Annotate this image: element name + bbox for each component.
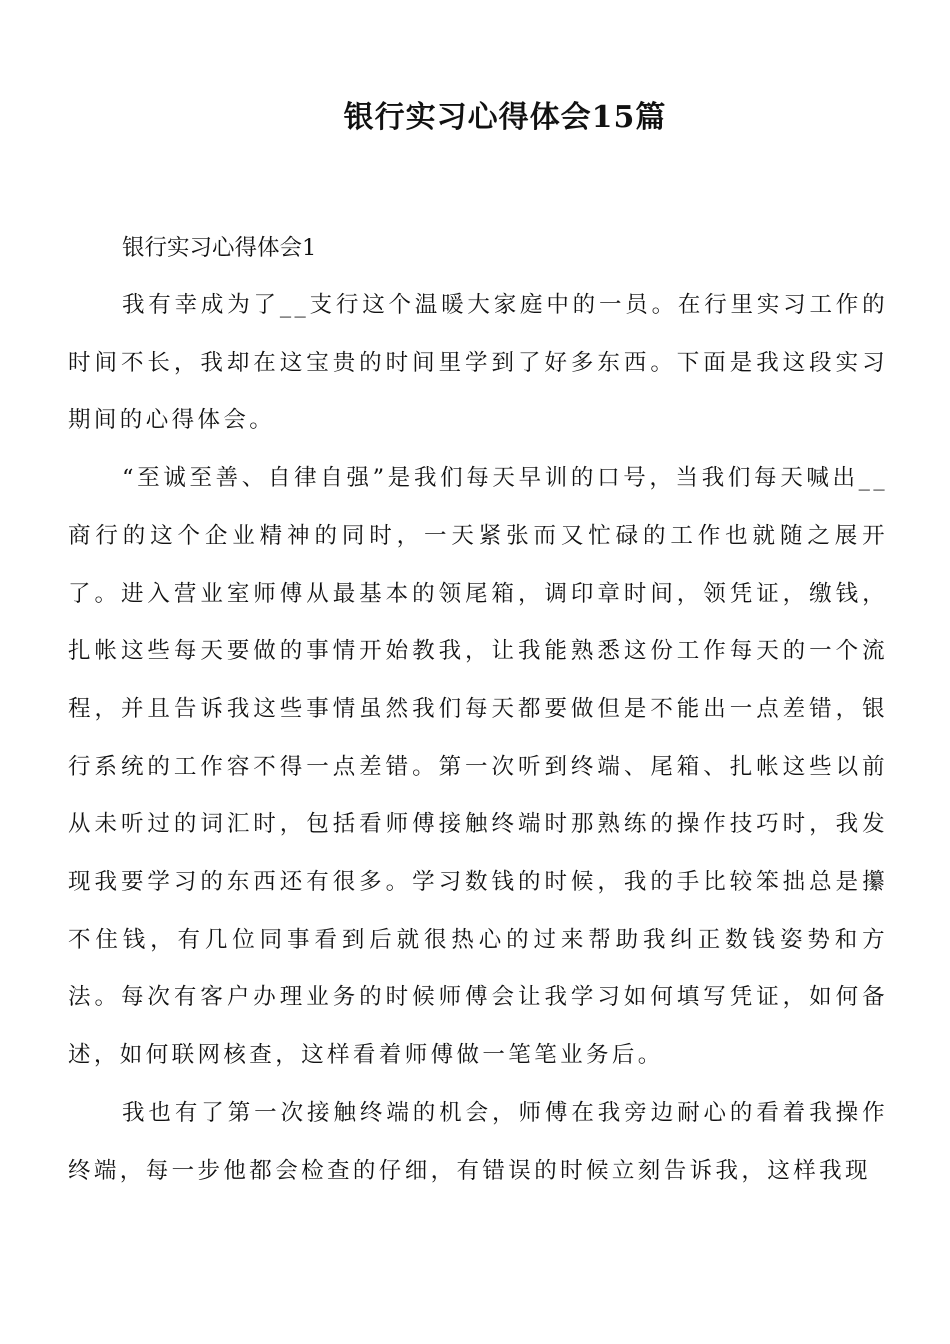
document-body	[68, 220, 888, 1200]
paragraph-3: 我也有了第一次接触终端的机会，师傅在我旁边耐心的看着我操作终端，每一步他都会检查的仔细，有错误的时候立刻告诉我，这样我现	[68, 1099, 888, 1184]
section-heading: 银行实习心得体会1	[122, 235, 317, 261]
paragraph-2: “至诚至善、自律自强”是我们每天早训的口号，当我们每天喊出__商行的这个企业精神的同时，一天紧张而又忙碌的工作也就随之展开了。进入营业室师傅从最基本的领尾箱，调印章时间，领凭证，缴钱，扎帐这些每天要做的事情开始教我，让我能熟悉这份工作每天的一个流程，并且告诉我这些事情虽然我们每天都要做但是不能出一点差错，银行系统的工作容不得一点差错。第一次听到终端、尾箱、扎帐这些以前从未听过的词汇时，包括看师傅接触终端时那熟练的操作技巧时，我发现我要学习的东西还有很多。学习数钱的时候，我的手比较笨拙总是攥不住钱，有几位同事看到后就很热心的过来帮助我纠正数钱姿势和方法。每次有客户办理业务的时候师傅会让我学习如何填写凭证，如何备述，如何联网核查，这样看着师傅做一笔笔业务后。	[68, 465, 888, 1069]
paragraph-1: 我有幸成为了__支行这个温暖大家庭中的一员。在行里实习工作的时间不长，我却在这宝贵的时间里学到了好多东西。下面是我这段实习期间的心得体会。	[68, 292, 888, 434]
document-title: 银行实习心得体会15篇	[343, 100, 667, 135]
